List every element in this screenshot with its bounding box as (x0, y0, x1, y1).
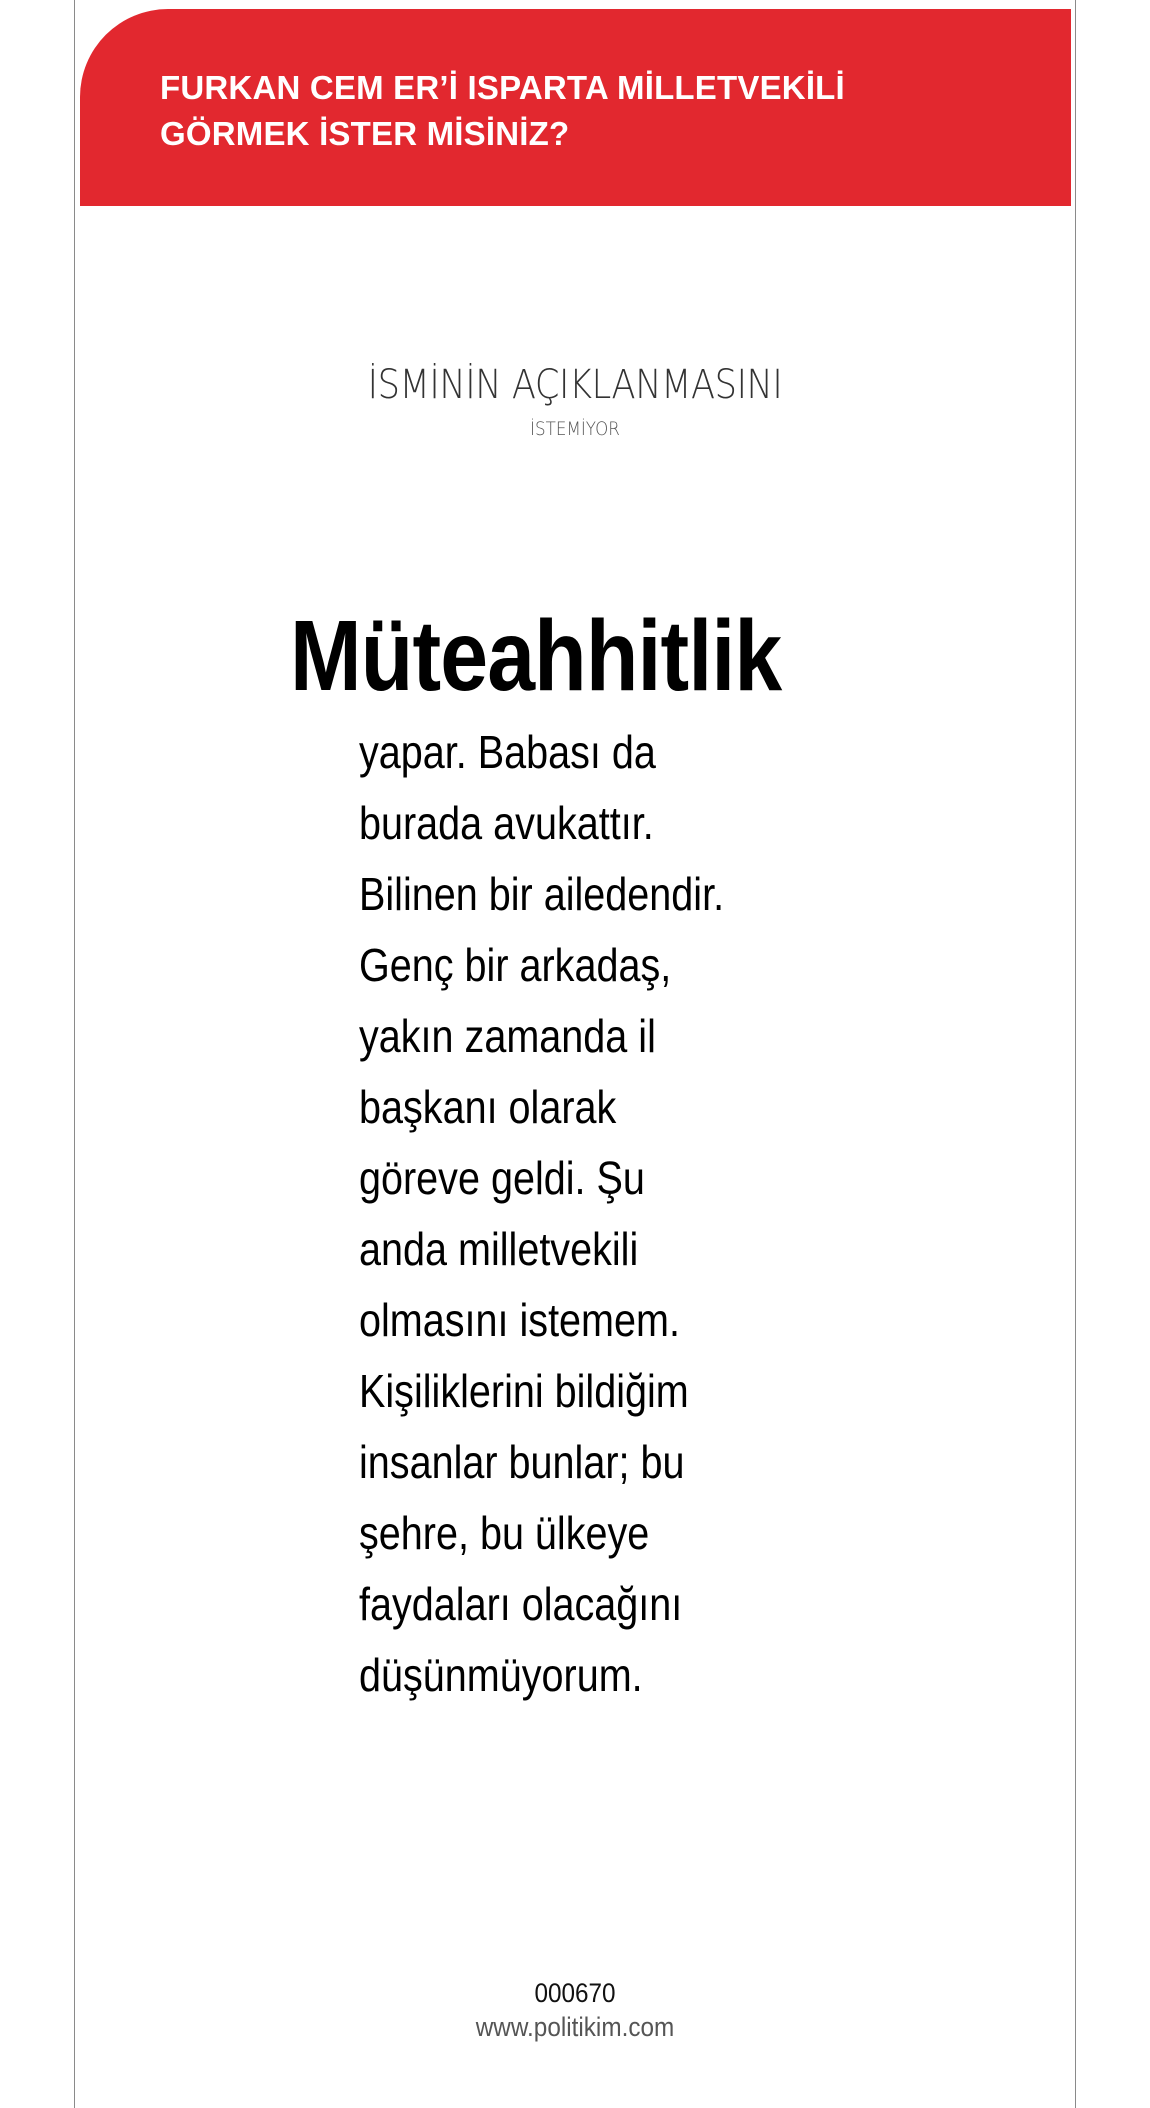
question-banner (80, 9, 1071, 206)
quote-line: düşünmüyorum. (359, 1649, 643, 1701)
quote-line: faydaları olacağını (359, 1578, 683, 1630)
quote-line: Genç bir arkadaş, (359, 939, 672, 991)
banner-title-line: GÖRMEK İSTER MİSİNİZ? (160, 115, 570, 152)
anonymous-source-sublabel: İSTEMİYOR (530, 418, 620, 440)
source-url: www.politikim.com (475, 2012, 675, 2042)
quote-line: şehre, bu ülkeye (359, 1507, 650, 1559)
quote-line: burada avukattır. (359, 797, 654, 849)
quote-line: yakın zamanda il (359, 1010, 656, 1062)
banner-title (160, 65, 1071, 157)
quote-line: Kişiliklerini bildiğim (359, 1365, 689, 1417)
document-code: 000670 (534, 1978, 616, 2008)
banner-title-line: FURKAN CEM ER’İ ISPARTA MİLLETVEKİLİ (160, 69, 845, 106)
quote-line: Bilinen bir ailedendir. (359, 868, 725, 920)
quote-body (359, 717, 879, 1711)
quote-line: olmasını istemem. (359, 1294, 680, 1346)
quote-line: anda milletvekili (359, 1223, 639, 1275)
quote-line: insanlar bunlar; bu (359, 1436, 685, 1488)
quote-line: yapar. Babası da (359, 726, 656, 778)
quote-line: başkanı olarak (359, 1081, 617, 1133)
quote-headline: Müteahhitlik (290, 600, 782, 712)
anonymous-source-label: İSMİNİN AÇIKLANMASINI (367, 362, 783, 408)
quote-line: göreve geldi. Şu (359, 1152, 645, 1204)
